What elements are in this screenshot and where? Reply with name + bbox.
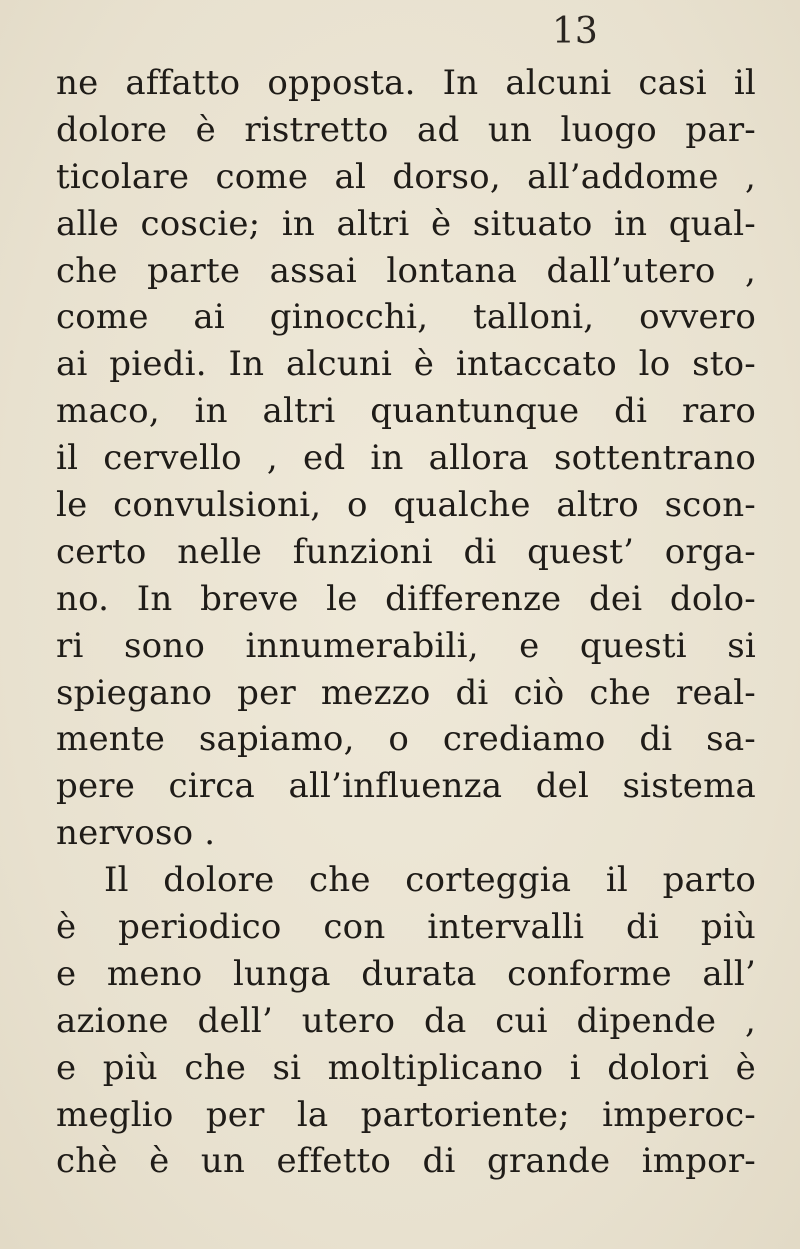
text-line: il cervello , ed in allora sottentrano (56, 438, 756, 479)
text-line: no. In breve le differenze dei dolo- (56, 578, 756, 619)
paragraph-2 (56, 857, 756, 1185)
text-line: e meno lunga durata conforme all’ (56, 953, 756, 994)
text-line: azione dell’ utero da cui dipende , (56, 1000, 756, 1041)
text-line: ri sono innumerabili, e questi si (56, 625, 756, 666)
body-text (56, 60, 756, 1185)
text-line: come ai ginocchi, talloni, ovvero (56, 297, 756, 338)
text-line: che parte assai lontana dall’utero , (56, 250, 756, 291)
text-line: dolore è ristretto ad un luogo par- (56, 109, 756, 150)
text-line: ne affatto opposta. In alcuni casi il (56, 63, 756, 103)
text-line: ai piedi. In alcuni è intaccato lo sto- (56, 344, 756, 385)
text-line: mente sapiamo, o crediamo di sa- (56, 719, 756, 760)
text-line: meglio per la partoriente; imperoc- (56, 1094, 756, 1135)
text-line: pere circa all’influenza del sistema (56, 766, 756, 807)
text-line: e più che si moltiplicano i dolori è (56, 1047, 756, 1088)
text-line: ticolare come al dorso, all’addome , (56, 156, 756, 197)
text-line: maco, in altri quantunque di raro (56, 391, 756, 432)
text-line: certo nelle funzioni di quest’ orga- (56, 531, 756, 572)
text-line: chè è un effetto di grande impor- (56, 1141, 756, 1182)
text-line: spiegano per mezzo di ciò che real- (56, 672, 756, 713)
text-line: è periodico con intervalli di più (56, 907, 756, 948)
text-line: alle coscie; in altri è situato in qual- (56, 203, 756, 244)
text-line: le convulsioni, o qualche altro scon- (56, 485, 756, 526)
text-line: nervoso . (56, 813, 216, 854)
paragraph-1 (56, 60, 756, 857)
page-number: 13 (552, 11, 598, 52)
text-line: Il dolore che corteggia il parto (104, 860, 756, 901)
